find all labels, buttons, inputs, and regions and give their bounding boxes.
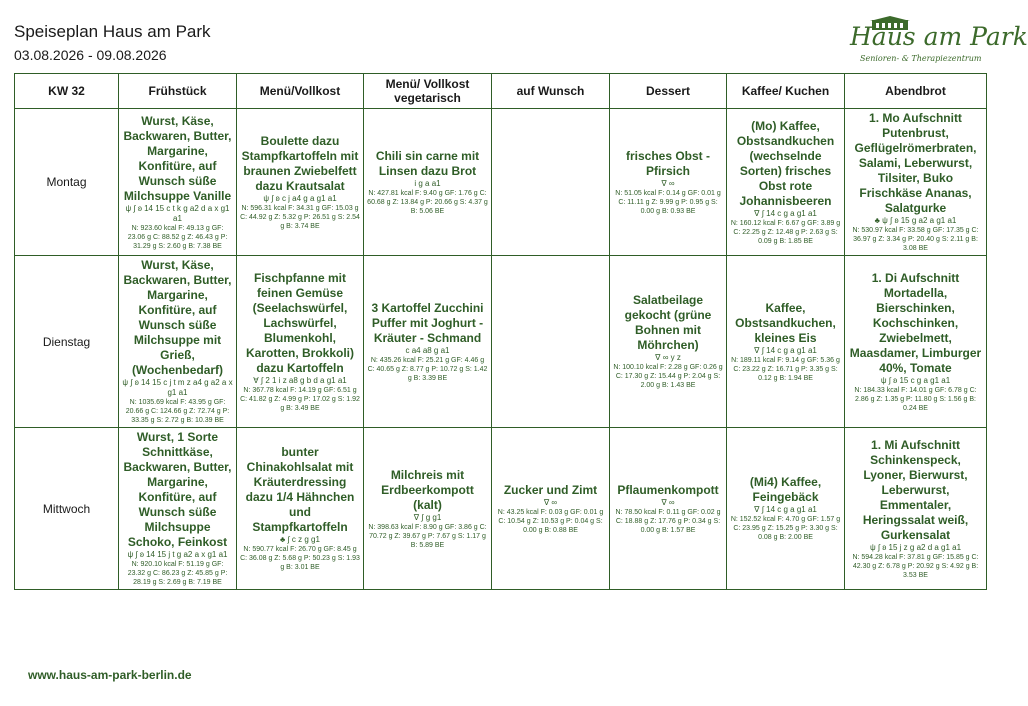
cell-vegetarian	[364, 109, 492, 256]
dish-name: (Mo) Kaffee, Obstsandkuchen (wechselnde Sorten) frisches Obst rote Johannisbeeren	[736, 118, 835, 208]
cell-breakfast	[119, 428, 237, 590]
allergen-codes: ψ ∫ ʚ c j a4 g a g1 a1	[263, 193, 337, 203]
day-label: Mittwoch	[15, 428, 119, 590]
dish-name: 1. Mo Aufschnitt Putenbrust, Geflügelrömerbraten, Salami, Leberwurst, Tilsiter, Buko Frischkäse Ananas, Salatgurke	[854, 111, 977, 215]
cell-menu	[237, 109, 364, 256]
dish-name: 1. Mi Aufschnitt Schinkenspeck, Lyoner, Bierwurst, Leberwurst, Emmentaler, Heringssalat weiß, Gurkensalat	[862, 437, 969, 542]
nutrition-info: N: 100.10 kcal F: 2.28 g GF: 0.26 g C: 17.30 g Z: 15.44 g P: 2.04 g S: 2.00 g B: 1.43 BE	[613, 364, 723, 389]
dish-name: Wurst, Käse, Backwaren, Butter, Margarine, Konfitüre, auf Wunsch süße Milchsuppe Vanille	[123, 113, 232, 203]
allergen-codes: ψ ∫ ʚ 14 15 c j t m z a4 g a2 a x g1 a1	[122, 378, 233, 397]
nutrition-info: N: 596.31 kcal F: 34.31 g GF: 15.03 g C: 44.92 g Z: 5.32 g P: 26.51 g S: 2.54 g B: 3.74 BE	[240, 204, 360, 230]
table-row	[15, 256, 987, 428]
col-header-on-request: auf Wunsch	[492, 74, 610, 109]
logo	[830, 16, 1028, 66]
dish-name: 3 Kartoffel Zucchini Puffer mit Joghurt - Kräuter - Schmand	[371, 300, 484, 345]
table-row	[15, 109, 987, 256]
dish-name: Wurst, Käse, Backwaren, Butter, Margarine, Konfitüre, auf Wunsch süße Milchsuppe mit Grieß, (Wochenbedarf)	[123, 258, 232, 377]
allergen-codes: ∀ ∫ 2 1 i z a8 g b d a g1 a1	[253, 375, 347, 385]
allergen-codes: i g a a1	[414, 178, 441, 188]
allergen-codes: ∇ ∫ 14 c g a g1 a1	[754, 505, 817, 514]
nutrition-info: N: 160.12 kcal F: 6.67 g GF: 3.89 g C: 22.25 g Z: 12.48 g P: 2.63 g S: 0.09 g B: 1.85 BE	[730, 219, 841, 245]
logo-name: Haus am Park	[850, 22, 1028, 51]
day-label: Montag	[15, 109, 119, 256]
cell-dinner	[845, 428, 987, 590]
allergen-codes: ∇ ∫ 14 c g a g1 a1	[754, 208, 817, 218]
col-header-dessert: Dessert	[610, 74, 727, 109]
table-row	[15, 428, 987, 590]
allergen-codes: ∇ ∫ 14 c g a g1 a1	[754, 345, 817, 355]
nutrition-info: N: 427.81 kcal F: 9.40 g GF: 1.76 g C: 60.68 g Z: 13.84 g P: 20.66 g S: 4.37 g B: 5.06 BE	[367, 189, 488, 215]
nutrition-info: N: 43.25 kcal F: 0.03 g GF: 0.01 g C: 10.54 g Z: 10.53 g P: 0.04 g S: 0.00 g B: 0.88 BE	[497, 508, 604, 534]
cell-coffee-cake	[727, 428, 845, 590]
cell-on-request	[492, 109, 610, 256]
allergen-codes: ∇ ∞	[661, 178, 675, 188]
menu-table	[14, 73, 987, 590]
allergen-codes: ∇ ∫ g g1	[413, 512, 442, 522]
cell-on-request	[492, 428, 610, 590]
allergen-codes: ψ ∫ ʚ 15 c g a g1 a1	[880, 375, 951, 385]
dish-name: bunter Chinakohlsalat mit Kräuterdressing dazu 1/4 Hähnchen und Stampfkartoffeln	[245, 445, 355, 534]
allergen-codes: ψ ∫ ʚ 14 15 c t k g a2 d a x g1 a1	[125, 203, 230, 223]
cell-dessert	[610, 109, 727, 256]
allergen-codes: c a4 a8 g a1	[405, 345, 450, 355]
website-url: www.haus-am-park-berlin.de	[28, 668, 192, 682]
allergen-codes: ψ ∫ ʚ 14 15 j t g a2 a x g1 a1	[127, 550, 228, 559]
dish-name: Wurst, 1 Sorte Schnittkäse, Backwaren, Butter, Margarine, Konfitüre, auf Wunsch süße Milchsuppe Schoko, Feinkost	[123, 430, 232, 549]
dish-name: (Mi4) Kaffee, Feingebäck	[749, 475, 822, 504]
cell-breakfast	[119, 109, 237, 256]
cell-dinner	[845, 109, 987, 256]
dish-name: Chili sin carne mit Linsen dazu Brot	[375, 148, 480, 178]
nutrition-info: N: 367.78 kcal F: 14.19 g GF: 6.51 g C: 41.82 g Z: 4.99 g P: 17.02 g S: 1.92 g B: 3.49 BE	[240, 386, 360, 412]
allergen-codes: ψ ∫ ʚ 15 j z g a2 d a g1 a1	[869, 542, 962, 552]
cell-coffee-cake	[727, 109, 845, 256]
cell-dessert	[610, 428, 727, 590]
nutrition-info: N: 189.11 kcal F: 9.14 g GF: 5.36 g C: 23.22 g Z: 16.71 g P: 3.35 g S: 0.12 g B: 1.94 BE	[731, 356, 840, 382]
cell-vegetarian	[364, 428, 492, 590]
nutrition-info: N: 590.77 kcal F: 26.70 g GF: 8.45 g C: 36.08 g Z: 5.68 g P: 50.23 g S: 1.93 g B: 3.01 BE	[240, 546, 360, 571]
allergen-codes: ∇ ∞	[543, 497, 558, 507]
col-header-vegetarian: Menü/ Vollkost vegetarisch	[364, 74, 492, 109]
cell-dessert	[610, 256, 727, 428]
allergen-codes: ♣ ∫ c z g g1	[280, 535, 320, 544]
nutrition-info: N: 920.10 kcal F: 51.19 g GF: 23.32 g C: 86.23 g Z: 45.85 g P: 28.19 g S: 2.69 g B: 7.19 BE	[127, 561, 228, 586]
logo-subtitle: Senioren- & Therapiezentrum	[860, 54, 982, 63]
nutrition-info: N: 530.97 kcal F: 33.58 g GF: 17.35 g C: 36.97 g Z: 3.34 g P: 20.40 g S: 2.11 g B: 3.08 BE	[852, 227, 979, 252]
dish-name: frisches Obst - Pfirsich	[625, 148, 711, 178]
dish-name: Fischpfanne mit feinen Gemüse (Seelachswürfel, Lachswürfel, Blumenkohl, Karotten, Brokkoli) dazu Kartoffeln	[245, 270, 354, 375]
day-label: Dienstag	[15, 256, 119, 428]
allergen-codes: ♣ ψ ∫ ʚ 15 g a2 a g1 a1	[874, 216, 957, 225]
header-row	[15, 74, 987, 109]
cell-coffee-cake	[727, 256, 845, 428]
cell-dinner	[845, 256, 987, 428]
nutrition-info: N: 398.63 kcal F: 8.90 g GF: 3.86 g C: 70.72 g Z: 39.67 g P: 7.67 g S: 1.17 g B: 5.89 BE	[368, 523, 487, 549]
cell-on-request	[492, 256, 610, 428]
nutrition-info: N: 51.05 kcal F: 0.14 g GF: 0.01 g C: 11.11 g Z: 9.99 g P: 0.95 g S: 0.00 g B: 0.93 BE	[615, 189, 721, 215]
col-header-breakfast: Frühstück	[119, 74, 237, 109]
dish-name: Pflaumenkompott	[617, 482, 719, 497]
nutrition-info: N: 1035.69 kcal F: 43.95 g GF: 20.66 g C: 124.66 g Z: 72.74 g P: 33.35 g S: 2.72 g B: 10.39 BE	[125, 399, 230, 424]
col-header-dinner: Abendbrot	[845, 74, 987, 109]
allergen-codes: ∇ ∞	[661, 497, 675, 507]
dish-name: 1. Di Aufschnitt Mortadella, Bierschinken, Kochschinken, Zwiebelmett, Maasdamer, Limburger 40%, Tomate	[849, 270, 982, 375]
nutrition-info: N: 923.60 kcal F: 49.13 g GF: 23.06 g C: 88.52 g Z: 46.43 g P: 31.29 g S: 2.60 g B: 7.38 BE	[127, 224, 228, 250]
cell-menu	[237, 428, 364, 590]
col-header-menu: Menü/Vollkost	[237, 74, 364, 109]
dish-name: Salatbeilage gekocht (grüne Bohnen mit Möhrchen)	[624, 293, 712, 352]
dish-name: Boulette dazu Stampfkartoffeln mit braunen Zwiebelfett dazu Krautsalat	[241, 133, 359, 193]
cell-vegetarian	[364, 256, 492, 428]
nutrition-info: N: 594.28 kcal F: 37.81 g GF: 15.85 g C: 42.30 g Z: 6.78 g P: 20.92 g S: 4.92 g B: 3.53 BE	[852, 553, 979, 579]
nutrition-info: N: 184.33 kcal F: 14.01 g GF: 6.78 g C: 2.86 g Z: 1.35 g P: 11.80 g S: 1.56 g B: 0.24 BE	[854, 386, 977, 412]
col-header-coffee-cake: Kaffee/ Kuchen	[727, 74, 845, 109]
dish-name: Milchreis mit Erdbeerkompott (kalt)	[381, 467, 474, 512]
cell-breakfast	[119, 256, 237, 428]
nutrition-info: N: 435.26 kcal F: 25.21 g GF: 4.46 g C: 40.65 g Z: 8.77 g P: 10.72 g S: 1.42 g B: 3.39 BE	[367, 356, 488, 382]
nutrition-info: N: 78.50 kcal F: 0.11 g GF: 0.02 g C: 18.88 g Z: 17.76 g P: 0.34 g S: 0.00 g B: 1.57 BE	[615, 508, 721, 534]
nutrition-info: N: 152.52 kcal F: 4.70 g GF: 1.57 g C: 23.95 g Z: 15.25 g P: 3.30 g S: 0.08 g B: 2.00 BE	[730, 516, 841, 541]
date-range: 03.08.2026 - 09.08.2026	[14, 47, 167, 63]
col-header-week: KW 32	[15, 74, 119, 109]
allergen-codes: ∇ ∞ y z	[655, 353, 681, 362]
dish-name: Zucker und Zimt	[503, 482, 598, 497]
cell-menu	[237, 256, 364, 428]
dish-name: Kaffee, Obstsandkuchen, kleines Eis	[735, 300, 836, 345]
page-title: Speiseplan Haus am Park	[14, 22, 211, 41]
